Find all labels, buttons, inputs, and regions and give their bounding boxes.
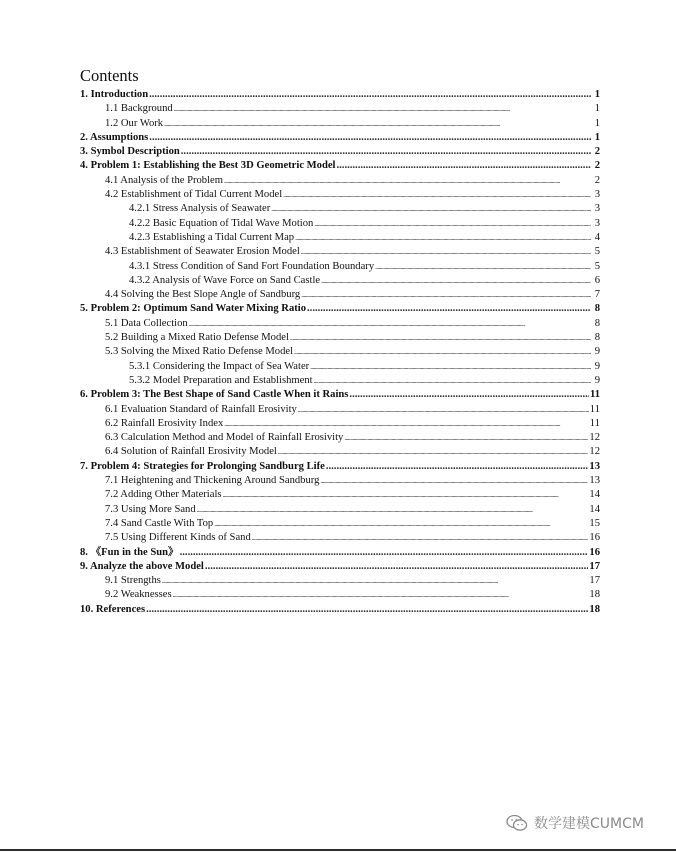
toc-entry-title: 5. Problem 2: Optimum Sand Water Mixing Ratio <box>80 303 307 315</box>
toc-entry[interactable] <box>80 403 600 417</box>
toc-entry[interactable] <box>80 603 600 617</box>
toc-page-number: 18 <box>589 603 600 615</box>
toc-page-number: 1 <box>594 117 600 129</box>
toc-page-number: 12 <box>589 446 600 458</box>
toc-page-number: 12 <box>589 432 600 444</box>
toc-page-number: 1 <box>594 131 600 143</box>
toc-entry-title: 4.2 Establishment of Tidal Current Model <box>105 189 283 201</box>
toc-leader-dots <box>301 288 591 302</box>
toc-leader-dots <box>205 560 589 574</box>
toc-entry-title: 2. Assumptions <box>80 131 149 143</box>
toc-leader-dots <box>224 174 591 188</box>
toc-leader-dots <box>189 317 591 331</box>
toc-leader-dots <box>301 245 591 259</box>
toc-entry[interactable] <box>80 131 600 145</box>
toc-entry[interactable] <box>80 202 600 216</box>
toc-entry[interactable] <box>80 117 600 131</box>
toc-entry-title: 5.3 Solving the Mixed Ratio Defense Model <box>105 346 294 358</box>
toc-entry[interactable] <box>80 331 600 345</box>
toc-entry-title: 4.4 Solving the Best Slope Angle of Sandburg <box>105 289 301 301</box>
toc-page-number: 17 <box>589 560 600 572</box>
toc-page-number: 18 <box>589 589 600 601</box>
toc-entry[interactable] <box>80 159 600 173</box>
toc-entry-title: 7.2 Adding Other Materials <box>105 489 222 501</box>
toc-entry-title: 1. Introduction <box>80 89 149 100</box>
toc-leader-dots <box>295 231 591 245</box>
toc-page-number: 14 <box>589 489 600 501</box>
toc-entry[interactable] <box>80 517 600 531</box>
toc-page-number: 2 <box>594 174 600 186</box>
toc-entry-title: 7.5 Using Different Kinds of Sand <box>105 532 251 544</box>
toc-entry-title: 7.1 Heightening and Thickening Around Sandburg <box>105 475 320 487</box>
toc-leader-dots <box>321 274 591 288</box>
toc-page-number: 1 <box>594 103 600 115</box>
toc-entry[interactable] <box>80 145 600 159</box>
toc-entry-title: 4.2.1 Stress Analysis of Seawater <box>129 203 271 215</box>
toc-entry-title: 6.1 Evaluation Standard of Rainfall Erosivity <box>105 403 297 415</box>
toc-leader-dots <box>164 117 591 131</box>
toc-entry[interactable] <box>80 302 600 316</box>
wechat-icon <box>506 814 528 832</box>
toc-leader-dots <box>224 417 589 431</box>
toc-leader-dots <box>149 88 591 102</box>
toc-page-number: 15 <box>589 517 600 529</box>
toc-page-number: 4 <box>594 231 600 243</box>
toc-entry-title: 1.2 Our Work <box>105 117 164 129</box>
toc-entry[interactable] <box>80 574 600 588</box>
toc-entry-title: 3. Symbol Description <box>80 146 180 158</box>
toc-entry[interactable] <box>80 488 600 502</box>
toc-entry-title: 6.2 Rainfall Erosivity Index <box>105 417 224 429</box>
toc-leader-dots <box>375 260 591 274</box>
toc-entry-title: 7. Problem 4: Strategies for Prolonging Sandburg Life <box>80 460 325 472</box>
toc-entry[interactable] <box>80 445 600 459</box>
toc-entry-title: 5.2 Building a Mixed Ratio Defense Model <box>105 332 289 344</box>
page-bottom-border <box>0 849 676 851</box>
toc-entry[interactable] <box>80 88 600 102</box>
toc-entry[interactable] <box>80 174 600 188</box>
toc-page-number: 3 <box>594 189 600 201</box>
toc-entry[interactable] <box>80 431 600 445</box>
toc-leader-dots <box>173 588 589 602</box>
toc-page-number: 16 <box>589 532 600 544</box>
toc-leader-dots <box>252 531 589 545</box>
toc-leader-dots <box>283 188 591 202</box>
toc-entry[interactable] <box>80 188 600 202</box>
toc-page-number: 13 <box>589 460 600 472</box>
toc-entry[interactable] <box>80 317 600 331</box>
toc-leader-dots <box>146 603 588 617</box>
toc-entry-title: 4.1 Analysis of the Problem <box>105 174 223 186</box>
toc-page-number: 11 <box>589 389 600 401</box>
toc-entry[interactable] <box>80 460 600 474</box>
toc-page-number: 16 <box>589 546 600 558</box>
toc-entry-title: 4.3 Establishment of Seawater Erosion Model <box>105 246 300 258</box>
toc-leader-dots <box>294 345 591 359</box>
toc-entry-title: 7.3 Using More Sand <box>105 503 196 515</box>
toc-leader-dots <box>326 460 589 474</box>
toc-entry[interactable] <box>80 260 600 274</box>
toc-entry-title: 6.4 Solution of Rainfall Erosivity Model <box>105 446 277 458</box>
toc-entry-title: 5.3.1 Considering the Impact of Sea Water <box>129 360 310 372</box>
toc-leader-dots <box>223 488 589 502</box>
toc-entry-title: 4.3.2 Analysis of Wave Force on Sand Castle <box>129 274 321 286</box>
toc-entry-title: 7.4 Sand Castle With Top <box>105 517 214 529</box>
toc-leader-dots <box>314 217 591 231</box>
toc-entry[interactable] <box>80 546 600 560</box>
toc-leader-dots <box>174 102 591 116</box>
toc-leader-dots <box>290 331 591 345</box>
toc-leader-dots <box>337 159 592 173</box>
toc-entry-title: 4.2.3 Establishing a Tidal Current Map <box>129 231 295 243</box>
toc-page-number: 11 <box>589 403 600 415</box>
toc-entry-title: 8. 《Fun in the Sun》 <box>80 546 179 558</box>
toc-entry[interactable] <box>80 531 600 545</box>
toc-entry[interactable] <box>80 474 600 488</box>
toc-page-number: 8 <box>594 303 600 315</box>
toc-title: Contents <box>80 66 139 85</box>
toc-entry[interactable] <box>80 217 600 231</box>
toc-entry-title: 6. Problem 3: The Best Shape of Sand Castle When it Rains <box>80 389 349 401</box>
toc-page-number: 9 <box>594 374 600 386</box>
toc-page-number: 1 <box>594 89 600 100</box>
toc-page-number: 8 <box>594 332 600 344</box>
toc-page-number: 9 <box>594 346 600 358</box>
watermark <box>506 812 644 834</box>
toc-entry[interactable] <box>80 102 600 116</box>
toc-page-number: 9 <box>594 360 600 372</box>
toc-entry-title: 4.2.2 Basic Equation of Tidal Wave Motion <box>129 217 314 229</box>
toc-leader-dots <box>320 474 588 488</box>
toc-leader-dots <box>214 517 588 531</box>
toc-entry[interactable] <box>80 345 600 359</box>
toc-leader-dots <box>149 131 591 145</box>
toc-entry-title: 5.1 Data Collection <box>105 317 188 329</box>
toc-entry[interactable] <box>80 374 600 388</box>
toc-page-number: 17 <box>589 575 600 587</box>
toc-entry-title: 5.3.2 Model Preparation and Establishment <box>129 374 313 386</box>
toc-entry-title: 9.1 Strengths <box>105 575 161 587</box>
toc-leader-dots <box>180 546 589 560</box>
table-of-contents <box>80 88 600 617</box>
toc-page-number: 11 <box>589 417 600 429</box>
toc-leader-dots <box>271 202 591 216</box>
toc-entry-title: 6.3 Calculation Method and Model of Rainfall Erosivity <box>105 432 344 444</box>
toc-entry-title: 10. References <box>80 603 146 615</box>
toc-entry[interactable] <box>80 388 600 402</box>
toc-leader-dots <box>310 360 591 374</box>
toc-leader-dots <box>181 145 591 159</box>
toc-page-number: 3 <box>594 217 600 229</box>
toc-entry[interactable] <box>80 245 600 259</box>
toc-entry[interactable] <box>80 588 600 602</box>
toc-entry[interactable] <box>80 288 600 302</box>
toc-entry-title: 1.1 Background <box>105 103 173 115</box>
toc-leader-dots <box>349 388 589 402</box>
toc-leader-dots <box>278 445 589 459</box>
toc-entry[interactable] <box>80 231 600 245</box>
toc-entry[interactable] <box>80 360 600 374</box>
toc-page-number: 8 <box>594 317 600 329</box>
toc-page-number: 2 <box>594 160 600 172</box>
toc-leader-dots <box>314 374 591 388</box>
toc-page-number: 7 <box>594 289 600 301</box>
toc-page-number: 13 <box>589 475 600 487</box>
toc-leader-dots <box>162 574 588 588</box>
toc-page-number: 6 <box>594 274 600 286</box>
toc-leader-dots <box>307 302 591 316</box>
toc-page-number: 5 <box>594 260 600 272</box>
toc-entry-title: 4.3.1 Stress Condition of Sand Fort Foundation Boundary <box>129 260 375 272</box>
toc-leader-dots <box>298 403 589 417</box>
toc-entry[interactable] <box>80 417 600 431</box>
toc-entry-title: 9.2 Weaknesses <box>105 589 172 601</box>
toc-leader-dots <box>344 431 588 445</box>
toc-entry[interactable] <box>80 503 600 517</box>
toc-leader-dots <box>197 503 589 517</box>
toc-entry-title: 4. Problem 1: Establishing the Best 3D Geometric Model <box>80 160 336 172</box>
toc-page-number: 2 <box>594 146 600 158</box>
watermark-text: 数学建模CUMCM <box>534 816 644 832</box>
toc-entry[interactable] <box>80 560 600 574</box>
toc-entry-title: 9. Analyze the above Model <box>80 560 204 572</box>
toc-page-number: 14 <box>589 503 600 515</box>
toc-page-number: 3 <box>594 203 600 215</box>
toc-page-number: 5 <box>594 246 600 258</box>
toc-entry[interactable] <box>80 274 600 288</box>
